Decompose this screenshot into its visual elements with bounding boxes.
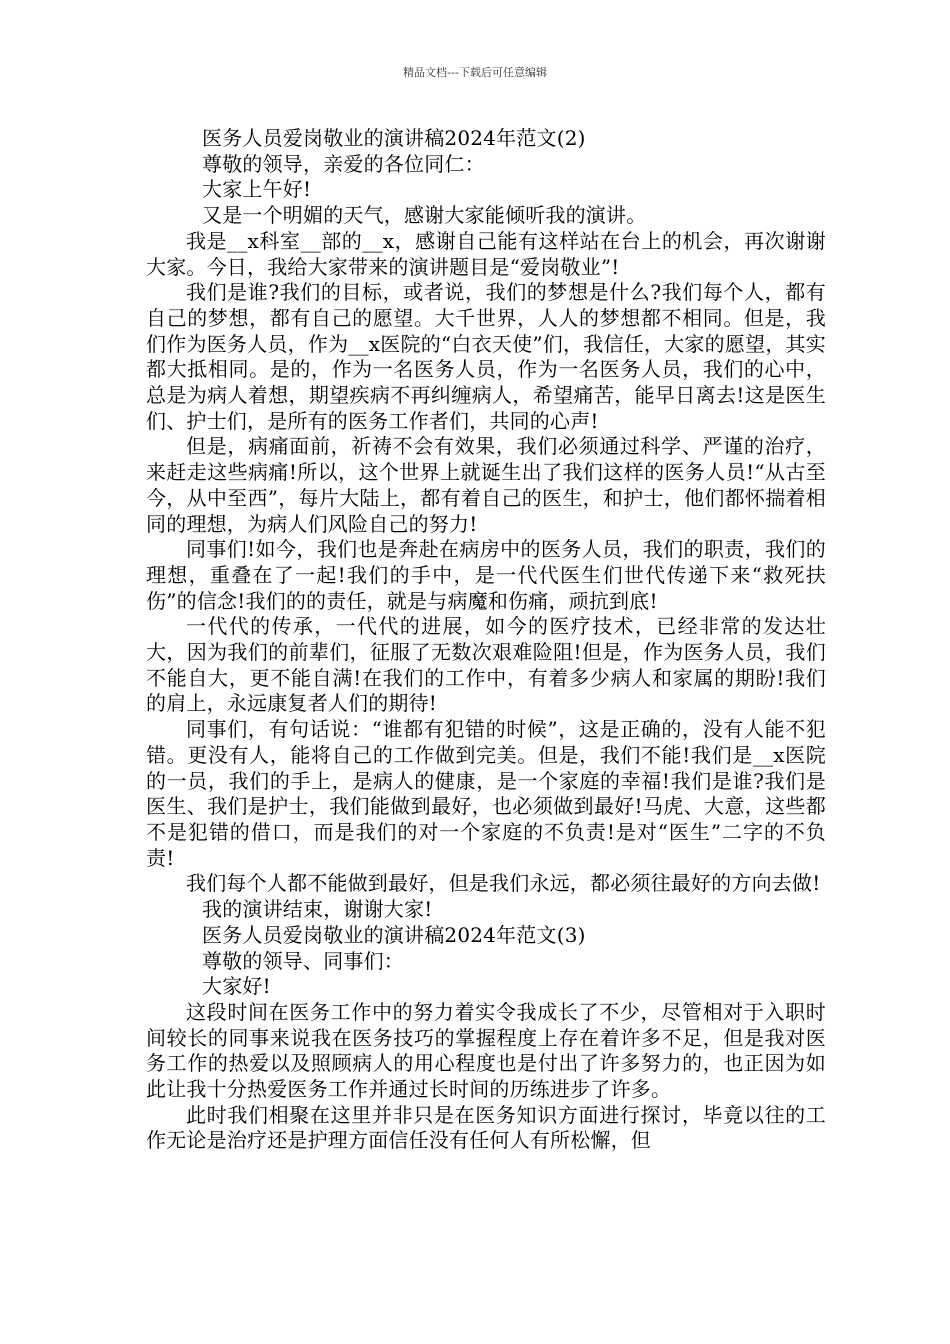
doc-title: 医务人员爱岗敬业的演讲稿2024年范文(2) (202, 126, 586, 150)
paragraph: 但是，病痛面前，祈祷不会有效果，我们必须通过科学、严谨的治疗，来赶走这些病痛!所以，这个世界上就诞生出了我们这样的医务人员!“从古至今，从中至西”，每片大陆上，都有着自己的医生，和护士，他们都怀揣着相同的理想，为病人们风险自己的努力! (146, 434, 826, 536)
greeting: 大家好! (202, 974, 271, 999)
paragraph: 又是一个明媚的天气，感谢大家能倾听我的演讲。 (202, 203, 647, 228)
page-header: 精品文档---下载后可任意编辑 (403, 66, 547, 79)
closing-line: 我的演讲结束，谢谢大家! (202, 897, 433, 922)
paragraph: 一代代的传承，一代代的进展，如今的医疗技术，已经非常的发达壮大，因为我们的前辈们，征服了无数次艰难险阻!但是，作为医务人员，我们不能自大，更不能自满!在我们的工作中，有着多少病人和家属的期盼!我们的肩上，永远康复者人们的期待! (146, 614, 826, 716)
paragraph: 我是__x科室__部的__x，感谢自己能有这样站在台上的机会，再次谢谢大家。今日，我给大家带来的演讲题目是“爱岗敬业”! (146, 228, 826, 279)
greeting: 大家上午好! (202, 177, 312, 202)
document-body (146, 126, 826, 1154)
paragraph: 同事们!如今，我们也是奔赴在病房中的医务人员，我们的职责，我们的理想，重叠在了一起!我们的手中，是一代代医生们世代传递下来“救死扶伤”的信念!我们的的责任，就是与病魔和伤痛，顽抗到底! (146, 537, 826, 613)
paragraph: 这段时间在医务工作中的努力着实令我成长了不少，尽管相对于入职时间较长的同事来说我在医务技巧的掌握程度上存在着许多不足，但是我对医务工作的热爱以及照顾病人的用心程度也是付出了许多努力的，也正因为如此让我十分热爱医务工作并通过长时间的历练进步了许多。 (146, 999, 826, 1102)
paragraph: 此时我们相聚在这里并非只是在医务知识方面进行探讨，毕竟以往的工作无论是治疗还是护理方面信任没有任何人有所松懈，但 (146, 1102, 826, 1153)
section-title: 医务人员爱岗敬业的演讲稿2024年范文(3) (202, 922, 586, 947)
salutation: 尊敬的领导、同事们： (202, 948, 404, 973)
paragraph: 我们是谁?我们的目标，或者说，我们的梦想是什么?我们每个人，都有自己的梦想，都有自己的愿望。大千世界，人人的梦想都不相同。但是，我们作为医务人员，作为__x医院的“白衣天使”们，我信任，大家的愿望，其实都大抵相同。是的，作为一名医务人员，作为一名医务人员，我们的心中，总是为病人着想，期望疾病不再纠缠病人，希望痛苦，能早日离去!这是医生们、护士们，是所有的医务工作者们，共同的心声! (146, 280, 826, 433)
paragraph: 同事们，有句话说：“谁都有犯错的时候”，这是正确的，没有人能不犯错。更没有人，能将自己的工作做到完美。但是，我们不能!我们是__x医院的一员，我们的手上，是病人的健康，是一个家庭的幸福!我们是谁?我们是医生、我们是护士，我们能做到最好，也必须做到最好!马虎、大意，这些都不是犯错的借口，而是我们的对一个家庭的不负责!是对“医生”二字的不负责! (146, 717, 826, 870)
paragraph: 我们每个人都不能做到最好，但是我们永远，都必须往最好的方向去做! (186, 871, 821, 896)
salutation: 尊敬的领导，亲爱的各位同仁： (202, 151, 485, 176)
